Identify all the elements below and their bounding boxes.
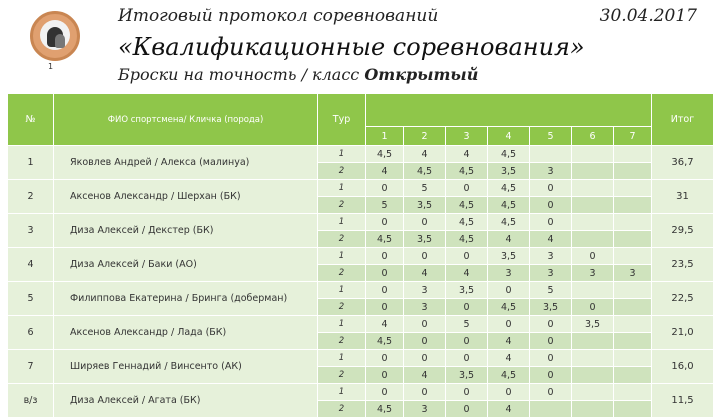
header-throw: 4 (488, 127, 530, 146)
throw-score (614, 146, 652, 163)
throw-score: 0 (366, 299, 404, 316)
tour-label: 2 (318, 265, 366, 282)
throw-score: 4,5 (446, 163, 488, 180)
throw-score: 4 (488, 401, 530, 418)
row-number: в/з (8, 384, 54, 418)
tour-label: 1 (318, 248, 366, 265)
total-score: 29,5 (652, 214, 714, 248)
tour-label: 1 (318, 214, 366, 231)
row-number: 7 (8, 350, 54, 384)
table-row (8, 146, 714, 163)
throw-score: 4,5 (488, 367, 530, 384)
throw-score: 4,5 (488, 214, 530, 231)
throw-score (614, 248, 652, 265)
row-number: 5 (8, 282, 54, 316)
tour-label: 1 (318, 384, 366, 401)
throw-score (614, 163, 652, 180)
throw-score: 3 (530, 248, 572, 265)
throw-score: 0 (404, 214, 446, 231)
table-row (8, 248, 714, 265)
tour-label: 1 (318, 316, 366, 333)
throw-score: 4,5 (488, 197, 530, 214)
header-num: № (8, 94, 54, 146)
throw-score: 4,5 (366, 231, 404, 248)
throw-score (530, 146, 572, 163)
throw-score: 0 (446, 180, 488, 197)
throw-score (614, 401, 652, 418)
throw-score (572, 214, 614, 231)
throw-score: 0 (446, 350, 488, 367)
protocol-title: Итоговый протокол соревнований (118, 6, 439, 26)
throw-score: 4 (446, 265, 488, 282)
throw-score: 4,5 (446, 214, 488, 231)
throw-score: 4 (488, 231, 530, 248)
throw-score: 3,5 (446, 367, 488, 384)
athlete-name: Диза Алексей / Агата (БК) (54, 384, 318, 418)
club-logo (30, 11, 80, 61)
total-score: 11,5 (652, 384, 714, 418)
throw-score: 4,5 (366, 333, 404, 350)
throw-score: 3 (530, 265, 572, 282)
throw-score (614, 367, 652, 384)
athlete-name: Филиппова Екатерина / Бринга (доберман) (54, 282, 318, 316)
throw-score (614, 180, 652, 197)
throw-score: 4,5 (446, 197, 488, 214)
throw-score: 0 (488, 384, 530, 401)
throw-score: 3,5 (404, 197, 446, 214)
header-throws-spacer (366, 94, 652, 127)
throw-score: 3,5 (572, 316, 614, 333)
row-number: 3 (8, 214, 54, 248)
athlete-name: Ширяев Геннадий / Винсенто (АК) (54, 350, 318, 384)
throw-score (572, 163, 614, 180)
throw-score (572, 367, 614, 384)
results-table (8, 94, 714, 418)
throw-score: 0 (404, 248, 446, 265)
throw-score: 0 (530, 333, 572, 350)
total-score: 22,5 (652, 282, 714, 316)
throw-score: 5 (366, 197, 404, 214)
throw-score: 4 (530, 231, 572, 248)
throw-score: 0 (530, 350, 572, 367)
table-row (8, 350, 714, 367)
throw-score: 0 (366, 367, 404, 384)
throw-score (614, 333, 652, 350)
throw-score: 0 (404, 333, 446, 350)
throw-score: 4 (366, 316, 404, 333)
table-row (8, 214, 714, 231)
row-number: 6 (8, 316, 54, 350)
total-score: 23,5 (652, 248, 714, 282)
table-row (8, 180, 714, 197)
throw-score: 0 (366, 384, 404, 401)
throw-score: 3 (488, 265, 530, 282)
dog-silhouette-icon (55, 34, 65, 48)
tour-label: 1 (318, 350, 366, 367)
table-row (8, 316, 714, 333)
throw-score: 3,5 (530, 299, 572, 316)
table-row (8, 282, 714, 299)
athlete-name: Аксенов Александр / Лада (БК) (54, 316, 318, 350)
throw-score: 3 (404, 282, 446, 299)
throw-score: 0 (446, 384, 488, 401)
throw-score: 4 (404, 367, 446, 384)
throw-score (614, 299, 652, 316)
throw-score (614, 384, 652, 401)
throw-score (614, 231, 652, 248)
header-tour: Тур (318, 94, 366, 146)
throw-score: 3 (614, 265, 652, 282)
throw-score (572, 146, 614, 163)
throw-score: 0 (446, 248, 488, 265)
throw-score (614, 350, 652, 367)
throw-score (614, 282, 652, 299)
throw-score: 3,5 (488, 248, 530, 265)
athlete-name: Аксенов Александр / Шерхан (БК) (54, 180, 318, 214)
throw-score: 0 (446, 333, 488, 350)
throw-score: 0 (366, 282, 404, 299)
throw-score: 3,5 (488, 163, 530, 180)
throw-score (614, 214, 652, 231)
throw-score: 3 (404, 401, 446, 418)
throw-score: 0 (404, 384, 446, 401)
athlete-name: Диза Алексей / Декстер (БК) (54, 214, 318, 248)
throw-score: 3 (530, 163, 572, 180)
throw-score (614, 316, 652, 333)
throw-score: 0 (366, 248, 404, 265)
results-body (8, 146, 714, 418)
row-number: 2 (8, 180, 54, 214)
throw-score: 0 (404, 350, 446, 367)
competition-title: «Квалификационные соревнования» (118, 33, 585, 61)
header-throw: 3 (446, 127, 488, 146)
total-score: 16,0 (652, 350, 714, 384)
throw-score: 4 (446, 146, 488, 163)
tour-label: 1 (318, 180, 366, 197)
throw-score (572, 384, 614, 401)
throw-score: 4,5 (488, 146, 530, 163)
throw-score: 4 (404, 265, 446, 282)
throw-score: 4 (488, 333, 530, 350)
throw-score: 0 (366, 214, 404, 231)
throw-score: 0 (530, 316, 572, 333)
throw-score: 4,5 (366, 401, 404, 418)
subtitle-text: Броски на точность / класс (118, 65, 365, 84)
total-score: 21,0 (652, 316, 714, 350)
throw-score: 0 (366, 265, 404, 282)
throw-score: 4,5 (446, 231, 488, 248)
throw-score: 0 (530, 384, 572, 401)
header-fio: ФИО спортсмена/ Кличка (порода) (54, 94, 318, 146)
tour-label: 2 (318, 401, 366, 418)
throw-score: 0 (366, 350, 404, 367)
throw-score: 4 (366, 163, 404, 180)
throw-score (530, 401, 572, 418)
tour-label: 1 (318, 282, 366, 299)
row-number: 4 (8, 248, 54, 282)
throw-score: 5 (530, 282, 572, 299)
throw-score: 0 (572, 248, 614, 265)
header-throw: 7 (614, 127, 652, 146)
throw-score: 4,5 (404, 163, 446, 180)
protocol-date: 30.04.2017 (599, 6, 697, 26)
throw-score: 3,5 (404, 231, 446, 248)
throw-score: 0 (572, 299, 614, 316)
tour-label: 2 (318, 197, 366, 214)
throw-score: 0 (488, 316, 530, 333)
row-number: 1 (8, 146, 54, 180)
total-score: 31 (652, 180, 714, 214)
athlete-name: Диза Алексей / Баки (АО) (54, 248, 318, 282)
throw-score (572, 197, 614, 214)
throw-score: 0 (366, 180, 404, 197)
throw-score: 0 (446, 299, 488, 316)
tour-label: 2 (318, 163, 366, 180)
throw-score (572, 333, 614, 350)
subtitle-class: Открытый (364, 65, 479, 84)
logo-number: 1 (48, 62, 54, 71)
tour-label: 2 (318, 299, 366, 316)
tour-label: 2 (318, 367, 366, 384)
tour-label: 2 (318, 333, 366, 350)
table-row (8, 384, 714, 401)
throw-score: 4,5 (488, 299, 530, 316)
throw-score: 3,5 (446, 282, 488, 299)
throw-score: 3 (404, 299, 446, 316)
throw-score: 0 (530, 197, 572, 214)
tour-label: 1 (318, 146, 366, 163)
table-header-row (8, 94, 714, 127)
header-throw: 1 (366, 127, 404, 146)
total-score: 36,7 (652, 146, 714, 180)
throw-score (614, 197, 652, 214)
throw-score: 3 (572, 265, 614, 282)
header-throw: 2 (404, 127, 446, 146)
throw-score (572, 231, 614, 248)
throw-score: 5 (404, 180, 446, 197)
throw-score: 4 (404, 146, 446, 163)
throw-score (572, 282, 614, 299)
throw-score: 0 (488, 282, 530, 299)
throw-score (572, 350, 614, 367)
header-total: Итог (652, 94, 714, 146)
header-throw: 5 (530, 127, 572, 146)
throw-score: 4,5 (488, 180, 530, 197)
throw-score: 4 (488, 350, 530, 367)
throw-score: 0 (404, 316, 446, 333)
throw-score: 0 (446, 401, 488, 418)
header-throw: 6 (572, 127, 614, 146)
competition-subtitle (118, 65, 478, 84)
throw-score: 0 (530, 367, 572, 384)
throw-score: 0 (530, 214, 572, 231)
athlete-name: Яковлев Андрей / Алекса (малинуа) (54, 146, 318, 180)
throw-score: 4,5 (366, 146, 404, 163)
tour-label: 2 (318, 231, 366, 248)
throw-score (572, 401, 614, 418)
throw-score: 5 (446, 316, 488, 333)
throw-score (572, 180, 614, 197)
throw-score: 0 (530, 180, 572, 197)
